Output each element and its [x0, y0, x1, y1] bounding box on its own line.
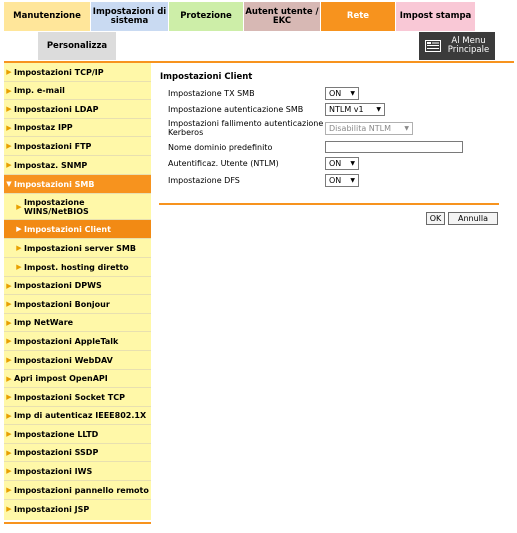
- field-row-ntlm: [168, 157, 359, 170]
- field-label: Impostazione DFS: [168, 176, 240, 185]
- chevron-down-icon: ▼: [376, 106, 381, 113]
- arrow-right-icon: ▶: [6, 337, 12, 345]
- field-row-auth-smb: [168, 103, 385, 116]
- sidebar-item-pannello-remoto[interactable]: ▶ Impostazioni pannello remoto: [4, 481, 151, 500]
- top-tabs: [4, 2, 514, 31]
- arrow-right-icon: ▶: [6, 86, 12, 95]
- select-value: ON: [329, 159, 342, 168]
- chevron-down-icon: ▼: [350, 177, 355, 184]
- tab-impost-stampa[interactable]: Impost stampa: [396, 2, 476, 31]
- select-value: ON: [329, 176, 342, 185]
- arrow-right-icon: ▶: [6, 142, 12, 150]
- arrow-right-icon: ▶: [6, 467, 12, 475]
- arrow-right-icon: ▶: [6, 318, 12, 327]
- arrow-right-icon: ▶: [16, 244, 22, 252]
- sidebar-item-ieee8021x[interactable]: ▶ Imp di autenticaz IEEE802.1X: [4, 407, 151, 425]
- sidebar-subitem-server-smb[interactable]: ▶ Impostazioni server SMB: [4, 239, 151, 258]
- select-value: Disabilita NTLM: [329, 123, 392, 133]
- sidebar-item-appletalk[interactable]: ▶ Impostazioni AppleTalk: [4, 332, 151, 351]
- field-label: Nome dominio predefinito: [168, 142, 273, 152]
- main-menu-button[interactable]: [419, 32, 495, 60]
- auth-smb-select[interactable]: [325, 103, 385, 116]
- select-value: NTLM v1: [329, 105, 364, 114]
- arrow-right-icon: ▶: [6, 161, 12, 169]
- sidebar-item-socket-tcp[interactable]: ▶ Impostazioni Socket TCP: [4, 388, 151, 407]
- arrow-right-icon: ▶: [6, 105, 12, 113]
- sidebar: [4, 63, 151, 520]
- default-domain-input[interactable]: [325, 141, 463, 153]
- arrow-right-icon: ▶: [6, 68, 12, 76]
- tab-autent-utente[interactable]: Autent utente / EKC: [244, 2, 321, 31]
- field-row-domain: [168, 141, 463, 153]
- ok-button[interactable]: OK: [426, 212, 445, 225]
- chevron-down-icon: ▼: [350, 90, 355, 97]
- tab-rete[interactable]: Rete: [321, 2, 396, 31]
- sidebar-subitem-hosting[interactable]: ▶ Impost. hosting diretto: [4, 258, 151, 277]
- sidebar-item-webdav[interactable]: ▶ Impostazioni WebDAV: [4, 351, 151, 370]
- main-menu-label: Al Menu Principale: [447, 36, 490, 55]
- select-value: ON: [329, 89, 342, 98]
- arrow-right-icon: ▶: [6, 393, 12, 401]
- ntlm-auth-select[interactable]: [325, 157, 359, 170]
- chevron-down-icon: ▼: [350, 160, 355, 167]
- field-row-kerberos: [168, 119, 413, 137]
- sidebar-item-smb[interactable]: ▼ Impostazioni SMB: [4, 175, 151, 194]
- field-row-dfs: [168, 174, 359, 187]
- page-title: Impostazioni Client: [160, 72, 253, 82]
- kerberos-fallback-select: [325, 122, 413, 135]
- tab-bar-filler: [476, 2, 514, 31]
- sidebar-item-ssdp[interactable]: ▶ Impostazioni SSDP: [4, 444, 151, 462]
- tab-manutenzione[interactable]: Manutenzione: [4, 2, 91, 31]
- sidebar-item-ipp[interactable]: ▶ Impostaz IPP: [4, 119, 151, 137]
- arrow-right-icon: ▶: [6, 281, 12, 290]
- field-row-tx-smb: [168, 87, 359, 100]
- sidebar-item-email[interactable]: ▶ Imp. e-mail: [4, 82, 151, 100]
- menu-panel-icon: [424, 39, 442, 53]
- cancel-button[interactable]: Annulla: [448, 212, 498, 225]
- arrow-right-icon: ▶: [6, 123, 12, 132]
- arrow-right-icon: ▶: [6, 374, 12, 383]
- sidebar-item-netware[interactable]: ▶ Imp NetWare: [4, 314, 151, 332]
- arrow-right-icon: ▶: [6, 430, 12, 438]
- sidebar-item-bonjour[interactable]: ▶ Impostazioni Bonjour: [4, 295, 151, 314]
- chevron-down-icon: ▼: [404, 124, 409, 132]
- sidebar-subitem-wins[interactable]: ▶ Impostazione WINS/NetBIOS: [4, 194, 151, 220]
- arrow-right-icon: ▶: [6, 411, 12, 420]
- sidebar-subitem-client[interactable]: ▶ Impostazioni Client: [4, 220, 151, 239]
- sidebar-item-snmp[interactable]: ▶ Impostaz. SNMP: [4, 156, 151, 175]
- sidebar-item-lltd[interactable]: ▶ Impostazione LLTD: [4, 425, 151, 444]
- tab-impostazioni-sistema[interactable]: Impostazioni di sistema: [91, 2, 169, 31]
- arrow-right-icon: ▶: [6, 300, 12, 308]
- arrow-right-icon: ▶: [6, 505, 12, 513]
- arrow-right-icon: ▶: [16, 202, 22, 211]
- sidebar-item-openapi[interactable]: ▶ Apri impost OpenAPI: [4, 370, 151, 388]
- sidebar-item-ldap[interactable]: ▶ Impostazioni LDAP: [4, 100, 151, 119]
- arrow-right-icon: ▶: [6, 356, 12, 364]
- dfs-select[interactable]: [325, 174, 359, 187]
- sidebar-bottom-divider: [4, 522, 151, 524]
- arrow-right-icon: ▶: [6, 448, 12, 457]
- tx-smb-select[interactable]: [325, 87, 359, 100]
- arrow-down-icon: ▼: [6, 180, 12, 188]
- field-label: Impostazione TX SMB: [168, 89, 255, 98]
- arrow-right-icon: ▶: [16, 263, 22, 271]
- sidebar-item-ftp[interactable]: ▶ Impostazioni FTP: [4, 137, 151, 156]
- tab-protezione[interactable]: Protezione: [169, 2, 244, 31]
- field-label: Impostazione autenticazione SMB: [168, 105, 304, 114]
- sidebar-item-jsp[interactable]: ▶ Impostazioni JSP: [4, 500, 151, 518]
- sidebar-item-iws[interactable]: ▶ Impostazioni IWS: [4, 462, 151, 481]
- tab-personalizza[interactable]: Personalizza: [38, 32, 116, 60]
- field-label: Autentificaz. Utente (NTLM): [168, 159, 279, 168]
- arrow-right-icon: ▶: [16, 225, 22, 233]
- field-label: Impostazioni fallimento autenticazione Kerberos: [168, 119, 324, 137]
- arrow-right-icon: ▶: [6, 486, 12, 494]
- content-divider: [159, 203, 499, 205]
- sidebar-item-dpws[interactable]: ▶ Impostazioni DPWS: [4, 277, 151, 295]
- sidebar-item-tcpip[interactable]: ▶ Impostazioni TCP/IP: [4, 63, 151, 82]
